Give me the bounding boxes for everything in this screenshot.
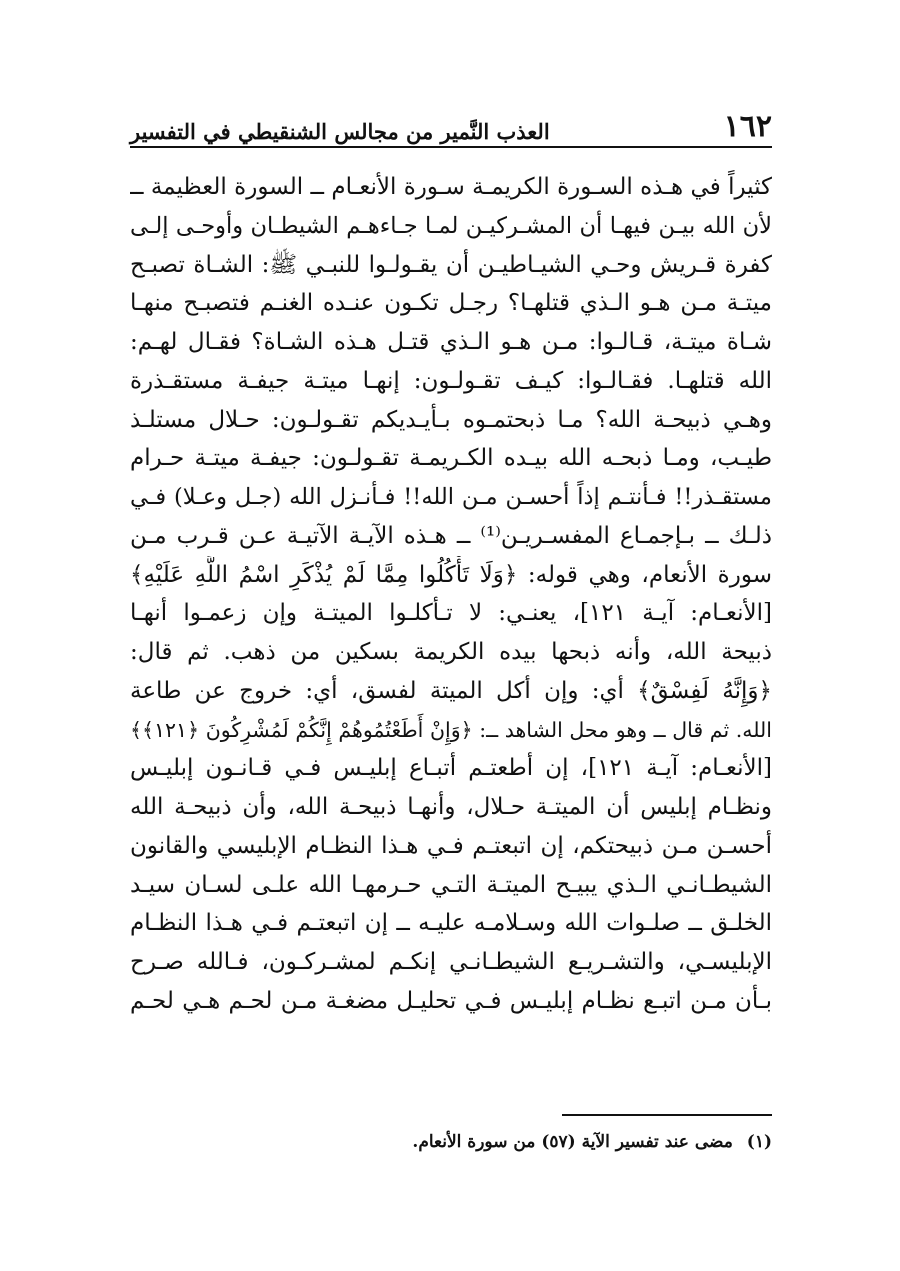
text-line: الله. ثم قال ــ وهو محل الشاهد ــ: ﴿وَإِنْ أَطَعْتُمُوهُمْ إِنَّكُمْ لَمُشْرِكُونَ ﴿١٢١﴾﴾: [130, 717, 772, 742]
text-line: ذبيحة الله، وأنه ذبحها بيده الكريمة بسكين من ذهب. ثم قال:: [130, 639, 772, 665]
text-line: الخلـق ــ صلـوات الله وسـلامـه عليـه ــ إن اتبعتـم فـي هـذا النظـام: [130, 910, 772, 937]
text-line: كثيراً في هـذه السـورة الكريمـة سـورة الأنعـام ــ السورة العظيمة ــ: [130, 174, 772, 200]
text-line: الله قتلهـا. فقـالـوا: كيـف تقـولـون: إنهـا ميتـة جيفـة مستقـذرة: [130, 367, 772, 394]
text-line: ونظـام إبليس أن الميتـة حـلال، وأنهـا ذبيحـة الله، وأن ذبيحـة الله: [130, 794, 772, 820]
text-line: شـاة ميتـة، قـالـوا: مـن هـو الـذي قتـل هـذه الشـاة؟ فقـال لهـم:: [130, 329, 772, 355]
text-line: ميتـة مـن هـو الـذي قتلهـا؟ رجـل تكـون عنـده الغنـم فتصبـح منهـا: [130, 290, 772, 317]
text-line: طيـب، ومـا ذبحـه الله بيـده الكـريمـة تقـولـون: جيفـة ميتـة حـرام: [130, 445, 772, 472]
text-line: ذلـك ــ بـإجمـاع المفسـريـن⁽¹⁾ ــ هـذه الآيـة الآتيـة عـن قـرب مـن: [130, 522, 772, 549]
text-line: ﴿وَإِنَّهُ لَفِسْقٌ﴾ أي: وإن أكل الميتة لفسق، أي: خروج عن طاعة: [130, 677, 772, 704]
text-line: كفرة قـريش وحـي الشيـاطيـن أن يقـولـوا للنبـي ﷺ: الشـاة تصبـح: [130, 251, 772, 278]
footnote-divider: [562, 1114, 772, 1116]
footnote-marker: (١): [746, 1132, 772, 1152]
text-line: أحسـن مـن ذبيحتكم، إن اتبعتـم فـي هـذا النظـام الإبليسي والقانون: [130, 832, 772, 859]
text-line: الشيطـانـي الـذي يبيـح الميتـة التـي حـرمهـا الله علـى لسـان سيـد: [130, 871, 772, 898]
text-line: لأن الله بيـن فيهـا أن المشـركيـن لمـا جـاءهـم الشيطـان وأوحـى إلـى: [130, 212, 772, 239]
text-line: وهـي ذبيحـة الله؟ مـا ذبحتمـوه بـأيـديكم تقـولـون: حـلال مستلـذ: [130, 406, 772, 433]
page-number: ١٦٢: [723, 109, 772, 144]
running-title: العذب النَّمير من مجالس الشنقيطي في التفسير: [130, 119, 550, 144]
text-line: [الأنعـام: آيـة ١٢١]، إن أطعتـم أتبـاع إبليـس فـي قـانـون إبليـس: [130, 755, 772, 782]
footnote-text: مضى عند تفسير الآية (٥٧) من سورة الأنعام.: [412, 1132, 733, 1152]
page-header: [130, 100, 772, 148]
text-line: سورة الأنعام، وهي قوله: ﴿وَلَا تَأْكُلُوا مِمَّا لَمْ يُذْكَرِ اسْمُ اللَّهِ عَلَيْهِ﴾: [130, 561, 772, 588]
footnote: [130, 1128, 772, 1156]
text-line: [الأنعـام: آيـة ١٢١]، يعنـي: لا تـأكلـوا الميتـة وإن زعمـوا أنهـا: [130, 600, 772, 627]
text-line: الإبليسـي، والتشـريـع الشيطـانـي إنكـم لمشـركـون، فـالله صـرح: [130, 949, 772, 975]
text-line: مستقـذر!! فـأنتـم إذاً أحسـن مـن الله!! فـأنـزل الله (جـل وعـلا) فـي: [130, 484, 772, 510]
body-text: [130, 168, 772, 1021]
text-line: بـأن مـن اتبـع نظـام إبليـس فـي تحليـل مضغـة مـن لحـم هـي لحـم: [130, 987, 772, 1014]
